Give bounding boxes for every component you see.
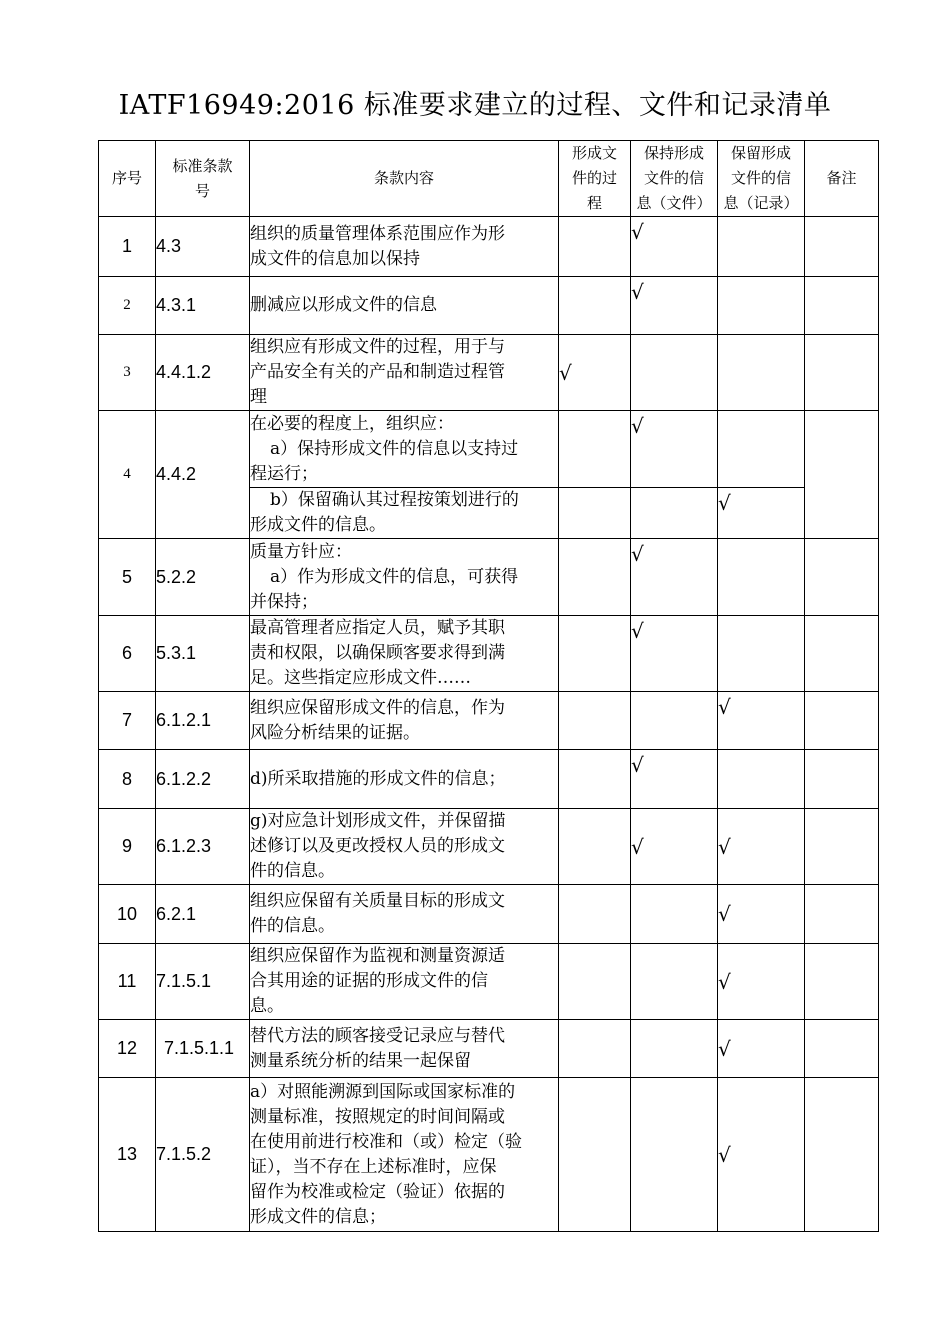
row-clause: 4.4.1.2 — [156, 335, 250, 411]
row-seq: 13 — [99, 1078, 156, 1232]
mark-keep — [631, 692, 718, 750]
header-clause: 标准条款 号 — [156, 141, 250, 217]
row-notes — [805, 944, 879, 1020]
check-keep: √ — [631, 277, 718, 335]
header-seq: 序号 — [99, 141, 156, 217]
check-keep: √ — [631, 411, 718, 488]
mark-process — [559, 1020, 631, 1078]
mark-retain — [718, 750, 805, 809]
row-clause: 6.2.1 — [156, 885, 250, 944]
mark-retain — [718, 277, 805, 335]
row-content: d)所采取措施的形成文件的信息； — [250, 750, 559, 809]
row-notes — [805, 885, 879, 944]
row-clause: 6.1.2.3 — [156, 809, 250, 885]
mark-process — [559, 809, 631, 885]
header-notes: 备注 — [805, 141, 879, 217]
mark-process — [559, 750, 631, 809]
row-clause: 4.3 — [156, 217, 250, 277]
mark-keep — [631, 1020, 718, 1078]
check-keep: √ — [631, 750, 718, 809]
row-content: 组织的质量管理体系范围应作为形 成文件的信息加以保持 — [250, 217, 559, 277]
row-clause: 7.1.5.1 — [156, 944, 250, 1020]
table-row — [99, 885, 879, 944]
table-row — [99, 616, 879, 692]
row-content: 在必要的程度上，组织应： a）保持形成文件的信息以支持过 程运行； — [250, 411, 559, 488]
mark-keep — [631, 488, 718, 539]
check-keep: √ — [631, 616, 718, 692]
row-notes — [805, 750, 879, 809]
header-keep-documents: 保持形成 文件的信 息（文件） — [631, 141, 718, 217]
row-content: 组织应保留有关质量目标的形成文 件的信息。 — [250, 885, 559, 944]
row-notes — [805, 277, 879, 335]
table-row — [99, 809, 879, 885]
mark-retain — [718, 539, 805, 616]
mark-keep — [631, 1078, 718, 1232]
row-seq: 9 — [99, 809, 156, 885]
row-clause: 4.4.2 — [156, 411, 250, 539]
row-seq: 7 — [99, 692, 156, 750]
row-content: 删减应以形成文件的信息 — [250, 277, 559, 335]
row-content: 组织应保留作为监视和测量资源适 合其用途的证据的形成文件的信 息。 — [250, 944, 559, 1020]
row-seq: 12 — [99, 1020, 156, 1078]
row-notes — [805, 539, 879, 616]
row-clause: 4.3.1 — [156, 277, 250, 335]
mark-keep — [631, 944, 718, 1020]
mark-process — [559, 1078, 631, 1232]
row-seq: 2 — [99, 277, 156, 335]
check-keep: √ — [631, 539, 718, 616]
row-content: b）保留确认其过程按策划进行的 形成文件的信息。 — [250, 488, 559, 539]
mark-keep — [631, 335, 718, 411]
row-notes — [805, 616, 879, 692]
row-content: 替代方法的顾客接受记录应与替代 测量系统分析的结果一起保留 — [250, 1020, 559, 1078]
row-clause: 6.1.2.2 — [156, 750, 250, 809]
table-row — [99, 411, 879, 488]
mark-process — [559, 692, 631, 750]
row-content: a）对照能溯源到国际或国家标准的 测量标准，按照规定的时间间隔或 在使用前进行校准和（或）检定（验 证），当不存在上述标准时，应保 留作为校准或检定（验证）依据的 形成文件的信息； — [250, 1078, 559, 1232]
header-content: 条款内容 — [250, 141, 559, 217]
row-content: g)对应急计划形成文件，并保留描 述修订以及更改授权人员的形成文 件的信息。 — [250, 809, 559, 885]
mark-process — [559, 411, 631, 488]
row-content: 组织应保留形成文件的信息，作为 风险分析结果的证据。 — [250, 692, 559, 750]
table-row — [99, 335, 879, 411]
records-table — [98, 140, 879, 1232]
row-notes — [805, 217, 879, 277]
check-retain: √ — [718, 1020, 805, 1078]
mark-process — [559, 539, 631, 616]
row-seq: 3 — [99, 335, 156, 411]
table-row — [99, 750, 879, 809]
row-content: 质量方针应： a）作为形成文件的信息，可获得 并保持； — [250, 539, 559, 616]
row-notes — [805, 1020, 879, 1078]
row-clause: 6.1.2.1 — [156, 692, 250, 750]
check-keep: √ — [631, 217, 718, 277]
table-header-row — [99, 141, 879, 217]
row-clause: 7.1.5.1.1 — [156, 1020, 250, 1078]
row-content: 最高管理者应指定人员，赋予其职 责和权限，以确保顾客要求得到满 足。这些指定应形成文件…… — [250, 616, 559, 692]
row-seq: 6 — [99, 616, 156, 692]
row-seq: 8 — [99, 750, 156, 809]
row-clause: 5.3.1 — [156, 616, 250, 692]
mark-process — [559, 616, 631, 692]
table-row — [99, 217, 879, 277]
check-process: √ — [559, 335, 631, 411]
row-seq: 4 — [99, 411, 156, 539]
page-title: IATF16949:2016 标准要求建立的过程、文件和记录清单 — [118, 90, 832, 121]
table-row — [99, 944, 879, 1020]
row-seq: 1 — [99, 217, 156, 277]
table-row — [99, 539, 879, 616]
row-notes — [805, 335, 879, 411]
table-row — [99, 277, 879, 335]
check-retain: √ — [718, 885, 805, 944]
row-clause: 7.1.5.2 — [156, 1078, 250, 1232]
header-process: 形成文 件的过 程 — [559, 141, 631, 217]
mark-process — [559, 217, 631, 277]
check-retain: √ — [718, 1078, 805, 1232]
mark-process — [559, 488, 631, 539]
table-row — [99, 1078, 879, 1232]
row-notes — [805, 1078, 879, 1232]
row-content: 组织应有形成文件的过程，用于与 产品安全有关的产品和制造过程管 理 — [250, 335, 559, 411]
check-retain: √ — [718, 692, 805, 750]
mark-process — [559, 277, 631, 335]
mark-retain — [718, 335, 805, 411]
mark-retain — [718, 616, 805, 692]
table-row — [99, 692, 879, 750]
check-retain: √ — [718, 488, 805, 539]
row-notes — [805, 411, 879, 539]
mark-retain — [718, 217, 805, 277]
mark-process — [559, 944, 631, 1020]
row-notes — [805, 692, 879, 750]
row-seq: 10 — [99, 885, 156, 944]
check-retain: √ — [718, 809, 805, 885]
check-retain: √ — [718, 944, 805, 1020]
row-seq: 11 — [99, 944, 156, 1020]
check-keep: √ — [631, 809, 718, 885]
row-notes — [805, 809, 879, 885]
row-seq: 5 — [99, 539, 156, 616]
mark-process — [559, 885, 631, 944]
header-retain-records: 保留形成 文件的信 息（记录） — [718, 141, 805, 217]
mark-keep — [631, 885, 718, 944]
row-clause: 5.2.2 — [156, 539, 250, 616]
mark-retain — [718, 411, 805, 488]
table-row — [99, 1020, 879, 1078]
